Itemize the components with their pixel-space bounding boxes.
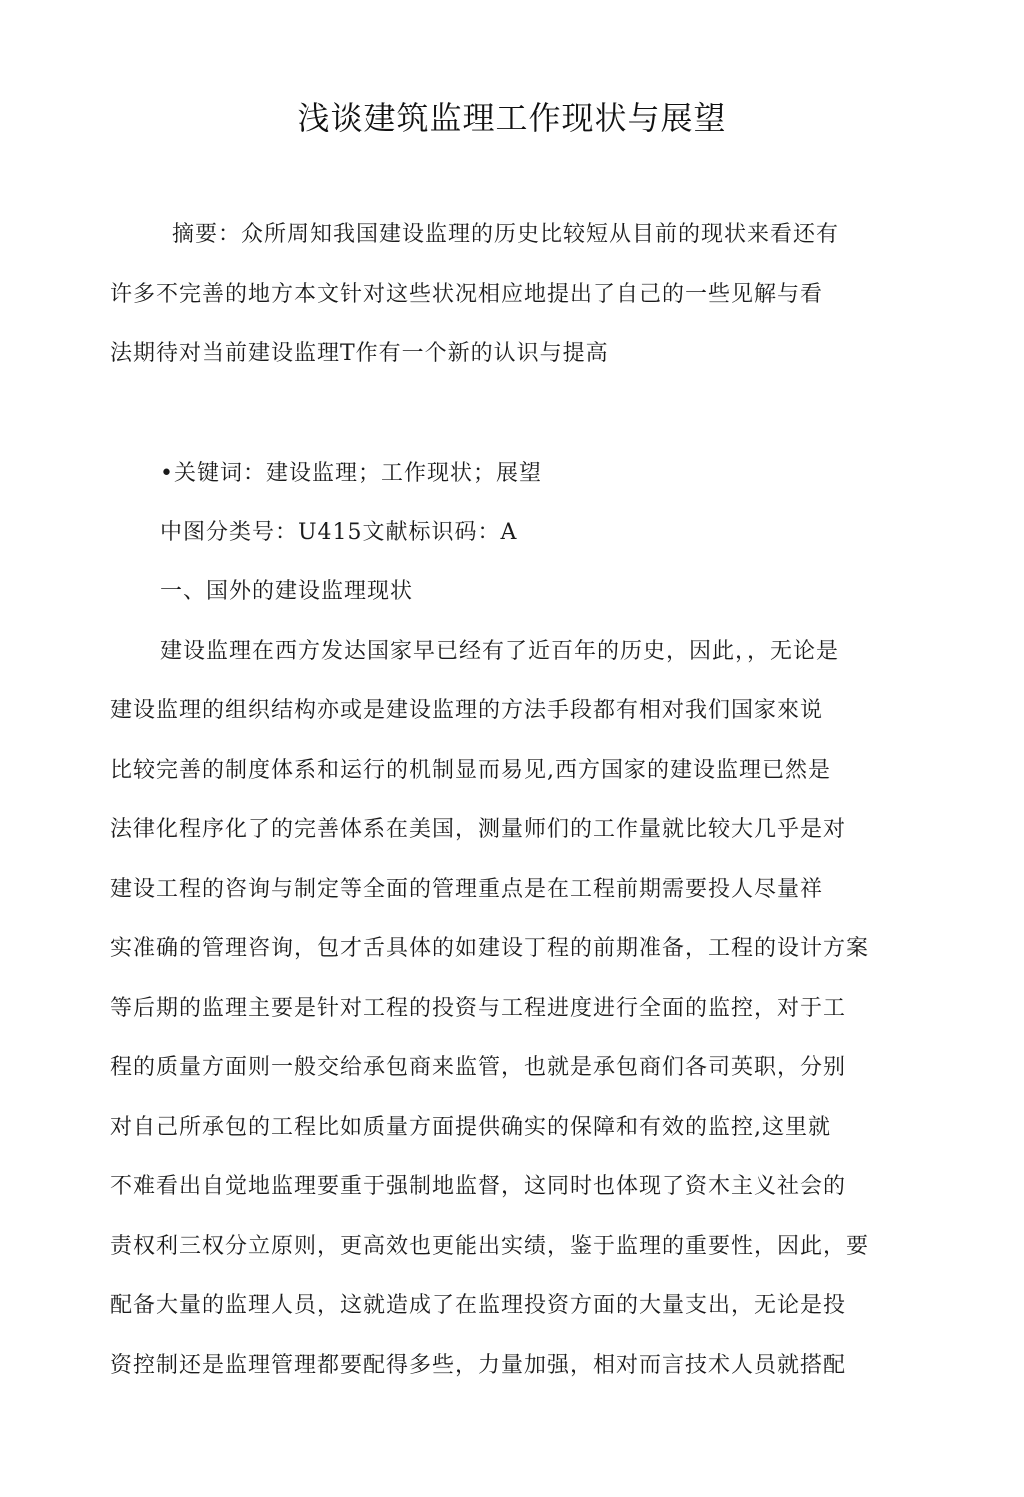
body-line-5: 建设工程的咨询与制定等全面的管理重点是在工程前期需要投人尽量祥 <box>110 877 824 902</box>
body-line-11: 责权利三权分立原则，更高效也更能出实绩，鉴于监理的重要性，因此，要 <box>110 1234 870 1259</box>
body-line-9: 对自己所承包的工程比如质量方面提供确实的保障和有效的监控,这里就 <box>110 1115 831 1140</box>
abstract-line-3: 法期待对当前建设监理T作有一个新的认识与提高 <box>110 341 609 366</box>
body-line-1: 建设监理在西方发达国家早已经有了近百年的历史，因此，，无论是 <box>160 639 840 664</box>
keywords-line: •关键词：建设监理；工作现状；展望 <box>160 461 542 486</box>
body-line-10: 不难看出自觉地监理要重于强制地监督，这同时也体现了资木主义社会的 <box>110 1174 847 1199</box>
body-line-13: 资控制还是监理管理都要配得多些，力量加强，相对而言技术人员就搭配 <box>110 1353 847 1378</box>
body-line-7: 等后期的监理主要是针对工程的投资与工程进度进行全面的监控，对于工 <box>110 996 847 1021</box>
section-heading: 一、国外的建设监理现状 <box>160 579 414 604</box>
classification-line: 中图分类号：U415文献标识码：A <box>160 520 518 545</box>
body-line-8: 程的质量方面则一般交给承包商来监管，也就是承包商们各司英职，分别 <box>110 1055 847 1080</box>
body-line-2: 建设监理的组织结构亦或是建设监理的方法手段都有相对我们国家來说 <box>110 698 824 723</box>
body-line-4: 法律化程序化了的完善体系在美国，测量师们的工作量就比较大几乎是对 <box>110 817 847 842</box>
body-line-3: 比较完善的制度体系和运行的机制显而易见,西方国家的建设监理已然是 <box>110 758 831 783</box>
document-title: 浅谈建筑监理工作现状与展望 <box>297 99 727 137</box>
abstract-line-1: 摘要：众所周知我国建设监理的历史比较短从目前的现状来看还有 <box>172 222 840 247</box>
body-line-12: 配备大量的监理人员，这就造成了在监理投资方面的大量支出，无论是投 <box>110 1293 847 1318</box>
abstract-line-2: 许多不完善的地方本文针对这些状况相应地提出了自己的一些见解与看 <box>110 282 824 307</box>
body-line-6: 实准确的管理咨询，包才舌具体的如建设丁程的前期准备，工程的设计方案 <box>110 936 870 961</box>
